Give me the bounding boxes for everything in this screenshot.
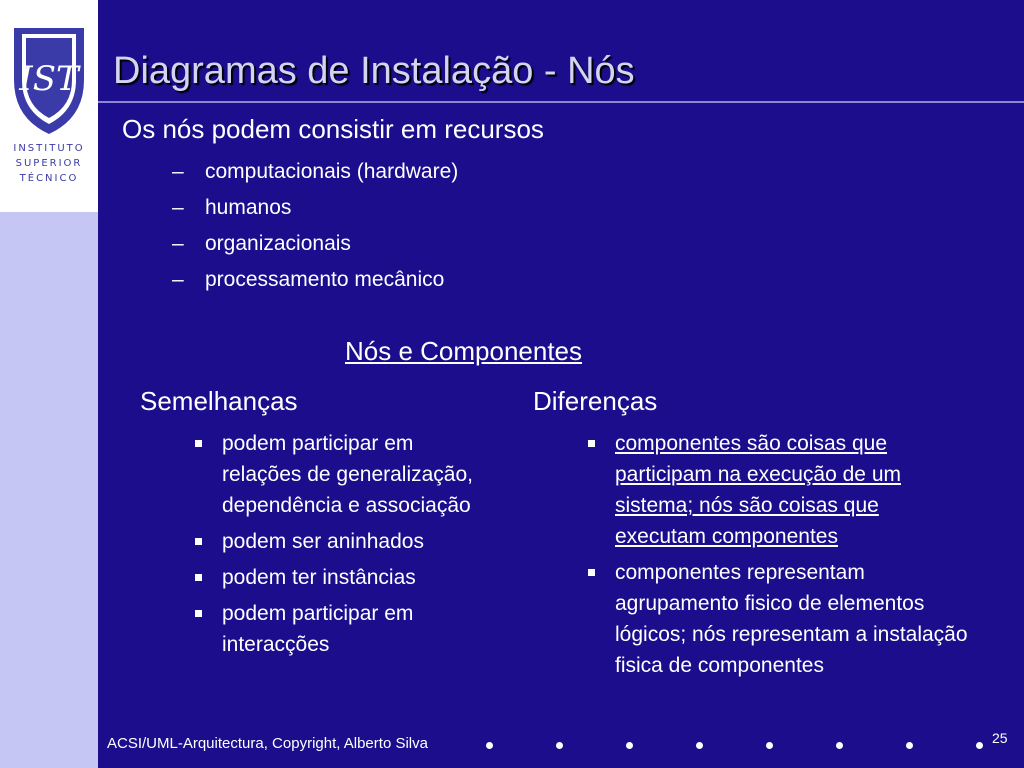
footer-dot-icon [766, 742, 773, 749]
list-item [192, 562, 482, 593]
logo-text-tecnico: TÉCNICO [19, 173, 79, 184]
footer-dot-icon [976, 742, 983, 749]
logo-text-instituto: INSTITUTO [13, 143, 85, 154]
list-item [172, 158, 458, 194]
footer-dot-icon [696, 742, 703, 749]
list-item-text: podem ser aninhados [222, 530, 424, 553]
list-item-link-text[interactable]: componentes são coisas que participam na execução de um sistema; nós são coisas que executam componentes [615, 432, 901, 548]
intro-text: Os nós podem consistir em recursos [122, 114, 544, 144]
page-number: 25 [992, 730, 1008, 746]
square-bullet-icon [588, 440, 595, 447]
footer-copyright: ACSI/UML-Arquitectura, Copyright, Alberto Silva [107, 735, 428, 752]
svg-text:IST: IST [19, 59, 79, 99]
square-bullet-icon [195, 610, 202, 617]
footer-dot-icon [836, 742, 843, 749]
list-item-text: organizacionais [205, 232, 351, 255]
resource-list [172, 158, 458, 302]
square-bullet-icon [588, 569, 595, 576]
shield-icon [0, 0, 98, 140]
list-item [172, 266, 458, 302]
list-item-text: computacionais (hardware) [205, 160, 459, 183]
sidebar-panel [0, 0, 98, 768]
list-item [585, 557, 970, 681]
footer-dot-icon [906, 742, 913, 749]
footer-dot-icon [556, 742, 563, 749]
title-divider [98, 101, 1024, 103]
footer-dot-icon [626, 742, 633, 749]
logo-text-superior: SUPERIOR [15, 158, 83, 169]
square-bullet-icon [195, 538, 202, 545]
list-item-text: podem participar em interacções [222, 602, 414, 656]
list-item-text: podem participar em relações de generalização, dependência e associação [222, 432, 473, 517]
square-bullet-icon [195, 574, 202, 581]
list-item [172, 230, 458, 266]
similarities-heading: Semelhanças [140, 386, 298, 416]
section-heading: Nós e Componentes [345, 336, 583, 366]
list-item [192, 598, 482, 660]
square-bullet-icon [195, 440, 202, 447]
footer-dot-icon [486, 742, 493, 749]
list-item [192, 526, 482, 557]
differences-heading: Diferenças [533, 386, 658, 416]
list-item [172, 194, 458, 230]
list-item-text: podem ter instâncias [222, 566, 416, 589]
list-item [585, 428, 970, 552]
list-item-text: componentes representam agrupamento fisico de elementos lógicos; nós representam a instalação fisica de componentes [615, 561, 968, 677]
ist-logo [0, 0, 98, 212]
list-item-text: processamento mecânico [205, 268, 445, 291]
dash-marker: – [172, 232, 184, 255]
dash-marker: – [172, 160, 184, 183]
dash-marker: – [172, 196, 184, 219]
list-item [192, 428, 482, 521]
similarities-list [192, 428, 482, 665]
dash-marker: – [172, 268, 184, 291]
differences-list [585, 428, 970, 686]
list-item-text: humanos [205, 196, 292, 219]
slide-title: Diagramas de Instalação - Nós [113, 50, 635, 92]
